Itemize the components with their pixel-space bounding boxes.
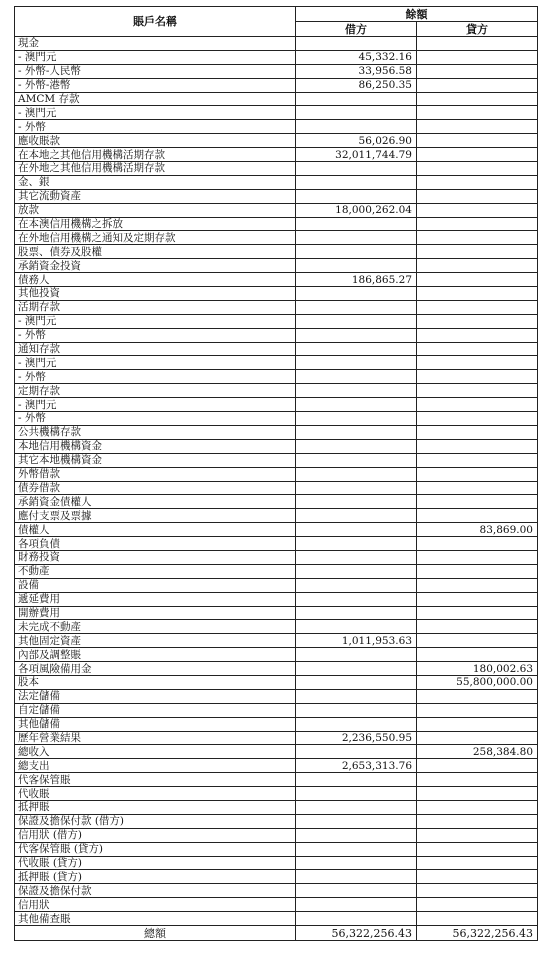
credit-cell [417, 870, 538, 884]
debit-cell [296, 884, 417, 898]
debit-cell [296, 300, 417, 314]
debit-cell [296, 425, 417, 439]
account-name-cell: 內部及調整賬 [15, 648, 296, 662]
credit-cell [417, 481, 538, 495]
account-name-cell: - 澳門元 [15, 398, 296, 412]
credit-cell [417, 689, 538, 703]
credit-cell [417, 78, 538, 92]
ledger-row [15, 495, 538, 509]
account-name-cell: 其他備查賬 [15, 912, 296, 926]
credit-cell [417, 300, 538, 314]
header-account-name: 賬戶名稱 [15, 7, 296, 37]
ledger-row [15, 356, 538, 370]
account-name-cell: - 澳門元 [15, 106, 296, 120]
account-name-cell: 抵押賬 (貸方) [15, 870, 296, 884]
account-name-cell: 各項負債 [15, 537, 296, 551]
credit-cell [417, 620, 538, 634]
debit-cell: 45,332.16 [296, 50, 417, 64]
header-row-top [15, 7, 538, 22]
credit-cell [417, 273, 538, 287]
credit-cell [417, 467, 538, 481]
ledger-row [15, 537, 538, 551]
ledger-row [15, 217, 538, 231]
account-name-cell: 其它流動資產 [15, 189, 296, 203]
account-name-cell: 債權人 [15, 523, 296, 537]
debit-cell [296, 898, 417, 912]
ledger-row [15, 203, 538, 217]
ledger-row [15, 231, 538, 245]
credit-cell [417, 314, 538, 328]
ledger-row [15, 814, 538, 828]
account-name-cell: 代收賬 (貸方) [15, 856, 296, 870]
ledger-row [15, 162, 538, 176]
credit-cell [417, 717, 538, 731]
account-name-cell: - 外幣-港幣 [15, 78, 296, 92]
credit-cell [417, 453, 538, 467]
debit-cell [296, 356, 417, 370]
account-name-cell: 債務人 [15, 273, 296, 287]
account-name-cell: 信用狀 [15, 898, 296, 912]
account-name-cell: 其他儲備 [15, 717, 296, 731]
ledger-row [15, 481, 538, 495]
header-credit: 貸方 [417, 22, 538, 37]
credit-cell [417, 606, 538, 620]
ledger-row [15, 300, 538, 314]
debit-cell [296, 550, 417, 564]
ledger-row [15, 578, 538, 592]
account-name-cell: 在本澳信用機構之拆放 [15, 217, 296, 231]
debit-cell [296, 37, 417, 51]
ledger-row [15, 273, 538, 287]
debit-cell [296, 578, 417, 592]
ledger-row [15, 870, 538, 884]
ledger-row [15, 175, 538, 189]
credit-cell [417, 245, 538, 259]
ledger-row [15, 634, 538, 648]
debit-cell [296, 509, 417, 523]
account-name-cell: 代客保管賬 [15, 773, 296, 787]
credit-cell [417, 828, 538, 842]
credit-cell [417, 64, 538, 78]
credit-cell [417, 842, 538, 856]
credit-cell [417, 509, 538, 523]
account-name-cell: 在本地之其他信用機構活期存款 [15, 148, 296, 162]
credit-cell [417, 259, 538, 273]
account-name-cell: AMCM 存款 [15, 92, 296, 106]
ledger-row [15, 856, 538, 870]
ledger-row [15, 259, 538, 273]
credit-cell [417, 578, 538, 592]
debit-cell [296, 564, 417, 578]
ledger-row [15, 648, 538, 662]
credit-cell [417, 912, 538, 926]
debit-cell [296, 717, 417, 731]
debit-cell [296, 648, 417, 662]
debit-cell [296, 106, 417, 120]
credit-cell [417, 731, 538, 745]
account-name-cell: 活期存款 [15, 300, 296, 314]
debit-cell [296, 856, 417, 870]
debit-cell: 186,865.27 [296, 273, 417, 287]
debit-cell [296, 162, 417, 176]
account-name-cell: 通知存款 [15, 342, 296, 356]
account-name-cell: 本地信用機構資金 [15, 439, 296, 453]
credit-cell [417, 398, 538, 412]
account-name-cell: 遞延費用 [15, 592, 296, 606]
ledger-row [15, 787, 538, 801]
debit-cell [296, 120, 417, 134]
credit-cell: 55,800,000.00 [417, 675, 538, 689]
debit-cell [296, 92, 417, 106]
ledger-row [15, 759, 538, 773]
debit-cell [296, 259, 417, 273]
credit-cell [417, 759, 538, 773]
ledger-row [15, 134, 538, 148]
ledger-row [15, 37, 538, 51]
ledger-row [15, 606, 538, 620]
debit-cell [296, 787, 417, 801]
credit-cell [417, 814, 538, 828]
ledger-row [15, 314, 538, 328]
debit-cell [296, 773, 417, 787]
account-name-cell: - 澳門元 [15, 314, 296, 328]
total-credit: 56,322,256.43 [417, 926, 538, 941]
ledger-row [15, 384, 538, 398]
debit-cell [296, 662, 417, 676]
account-name-cell: 其他固定資產 [15, 634, 296, 648]
credit-cell [417, 648, 538, 662]
credit-cell [417, 342, 538, 356]
ledger-row [15, 884, 538, 898]
account-name-cell: 開辦費用 [15, 606, 296, 620]
credit-cell [417, 134, 538, 148]
account-name-cell: 放款 [15, 203, 296, 217]
debit-cell [296, 328, 417, 342]
debit-cell [296, 481, 417, 495]
ledger-row [15, 106, 538, 120]
credit-cell [417, 856, 538, 870]
ledger-row [15, 92, 538, 106]
account-name-cell: 設備 [15, 578, 296, 592]
ledger-row [15, 245, 538, 259]
debit-cell [296, 912, 417, 926]
debit-cell [296, 828, 417, 842]
ledger-row [15, 287, 538, 301]
debit-cell: 1,011,953.63 [296, 634, 417, 648]
debit-cell [296, 606, 417, 620]
credit-cell [417, 773, 538, 787]
ledger-row [15, 912, 538, 926]
account-name-cell: 其它本地機構資金 [15, 453, 296, 467]
debit-cell [296, 287, 417, 301]
account-name-cell: 歷年營業結果 [15, 731, 296, 745]
account-name-cell: 不動產 [15, 564, 296, 578]
ledger-row [15, 800, 538, 814]
debit-cell [296, 703, 417, 717]
credit-cell: 83,869.00 [417, 523, 538, 537]
debit-cell [296, 523, 417, 537]
credit-cell [417, 384, 538, 398]
credit-cell [417, 592, 538, 606]
debit-cell [296, 231, 417, 245]
debit-cell: 2,236,550.95 [296, 731, 417, 745]
credit-cell [417, 370, 538, 384]
debit-cell [296, 537, 417, 551]
balance-ledger-table [14, 6, 538, 941]
debit-cell [296, 453, 417, 467]
debit-cell: 33,956.58 [296, 64, 417, 78]
ledger-row [15, 675, 538, 689]
debit-cell: 86,250.35 [296, 78, 417, 92]
ledger-row [15, 50, 538, 64]
account-name-cell: 代收賬 [15, 787, 296, 801]
ledger-row [15, 64, 538, 78]
account-name-cell: 在外地之其他信用機構活期存款 [15, 162, 296, 176]
account-name-cell: 股本 [15, 675, 296, 689]
debit-cell [296, 175, 417, 189]
account-name-cell: - 外幣 [15, 328, 296, 342]
debit-cell [296, 245, 417, 259]
account-name-cell: 應收賬款 [15, 134, 296, 148]
ledger-row [15, 620, 538, 634]
debit-cell [296, 495, 417, 509]
ledger-row [15, 509, 538, 523]
account-name-cell: - 澳門元 [15, 50, 296, 64]
ledger-row [15, 689, 538, 703]
total-label: 總額 [15, 926, 296, 941]
account-name-cell: 代客保管賬 (貸方) [15, 842, 296, 856]
debit-cell [296, 412, 417, 426]
debit-cell: 2,653,313.76 [296, 759, 417, 773]
debit-cell [296, 870, 417, 884]
credit-cell [417, 106, 538, 120]
credit-cell [417, 217, 538, 231]
debit-cell [296, 842, 417, 856]
ledger-row [15, 189, 538, 203]
ledger-row [15, 842, 538, 856]
credit-cell [417, 120, 538, 134]
account-name-cell: 財務投資 [15, 550, 296, 564]
ledger-row [15, 328, 538, 342]
credit-cell [417, 37, 538, 51]
credit-cell: 258,384.80 [417, 745, 538, 759]
debit-cell [296, 314, 417, 328]
total-debit: 56,322,256.43 [296, 926, 417, 941]
header-debit: 借方 [296, 22, 417, 37]
debit-cell [296, 384, 417, 398]
account-name-cell: 自定儲備 [15, 703, 296, 717]
credit-cell [417, 148, 538, 162]
account-name-cell: - 外幣 [15, 412, 296, 426]
account-name-cell: 其他投資 [15, 287, 296, 301]
credit-cell [417, 287, 538, 301]
ledger-row [15, 564, 538, 578]
account-name-cell: 各項風險備用金 [15, 662, 296, 676]
debit-cell [296, 620, 417, 634]
credit-cell [417, 356, 538, 370]
account-name-cell: - 外幣 [15, 120, 296, 134]
account-name-cell: 承銷資金債權人 [15, 495, 296, 509]
credit-cell [417, 703, 538, 717]
account-name-cell: 金、銀 [15, 175, 296, 189]
ledger-row [15, 662, 538, 676]
ledger-row [15, 370, 538, 384]
account-name-cell: 外幣借款 [15, 467, 296, 481]
credit-cell [417, 439, 538, 453]
credit-cell [417, 231, 538, 245]
account-name-cell: 未完成不動產 [15, 620, 296, 634]
ledger-row [15, 745, 538, 759]
ledger-row [15, 898, 538, 912]
credit-cell [417, 203, 538, 217]
debit-cell [296, 398, 417, 412]
ledger-row [15, 78, 538, 92]
ledger-row [15, 467, 538, 481]
account-name-cell: - 澳門元 [15, 356, 296, 370]
ledger-row [15, 703, 538, 717]
credit-cell [417, 175, 538, 189]
debit-cell [296, 467, 417, 481]
credit-cell [417, 162, 538, 176]
account-name-cell: 債券借款 [15, 481, 296, 495]
credit-cell [417, 564, 538, 578]
account-name-cell: 定期存款 [15, 384, 296, 398]
credit-cell [417, 328, 538, 342]
credit-cell [417, 495, 538, 509]
account-name-cell: 總收入 [15, 745, 296, 759]
account-name-cell: 現金 [15, 37, 296, 51]
account-name-cell: 法定儲備 [15, 689, 296, 703]
debit-cell [296, 189, 417, 203]
account-name-cell: 信用狀 (借方) [15, 828, 296, 842]
ledger-row [15, 412, 538, 426]
debit-cell [296, 689, 417, 703]
total-row [15, 926, 538, 941]
ledger-row [15, 453, 538, 467]
credit-cell [417, 425, 538, 439]
ledger-row [15, 773, 538, 787]
ledger-row [15, 592, 538, 606]
credit-cell [417, 537, 538, 551]
credit-cell [417, 189, 538, 203]
ledger-row [15, 439, 538, 453]
credit-cell [417, 787, 538, 801]
ledger-row [15, 731, 538, 745]
debit-cell [296, 745, 417, 759]
debit-cell [296, 592, 417, 606]
debit-cell [296, 439, 417, 453]
credit-cell [417, 634, 538, 648]
account-name-cell: 保證及擔保付款 [15, 884, 296, 898]
debit-cell: 56,026.90 [296, 134, 417, 148]
ledger-row [15, 828, 538, 842]
account-name-cell: 股票、債券及股權 [15, 245, 296, 259]
header-balance: 餘額 [296, 7, 538, 22]
account-name-cell: 總支出 [15, 759, 296, 773]
debit-cell [296, 675, 417, 689]
credit-cell [417, 884, 538, 898]
ledger-row [15, 398, 538, 412]
account-name-cell: 應付支票及票據 [15, 509, 296, 523]
ledger-row [15, 342, 538, 356]
credit-cell [417, 800, 538, 814]
account-name-cell: 抵押賬 [15, 800, 296, 814]
account-name-cell: - 外幣 [15, 370, 296, 384]
ledger-row [15, 120, 538, 134]
ledger-row [15, 717, 538, 731]
credit-cell [417, 92, 538, 106]
debit-cell [296, 217, 417, 231]
ledger-row [15, 550, 538, 564]
debit-cell [296, 814, 417, 828]
debit-cell: 18,000,262.04 [296, 203, 417, 217]
debit-cell: 32,011,744.79 [296, 148, 417, 162]
credit-cell [417, 412, 538, 426]
credit-cell [417, 550, 538, 564]
debit-cell [296, 800, 417, 814]
ledger-body [15, 37, 538, 926]
ledger-row [15, 148, 538, 162]
account-name-cell: 承銷資金投資 [15, 259, 296, 273]
credit-cell [417, 898, 538, 912]
ledger-row [15, 523, 538, 537]
debit-cell [296, 370, 417, 384]
account-name-cell: 公共機構存款 [15, 425, 296, 439]
credit-cell: 180,002.63 [417, 662, 538, 676]
debit-cell [296, 342, 417, 356]
ledger-row [15, 425, 538, 439]
credit-cell [417, 50, 538, 64]
account-name-cell: 保證及擔保付款 (借方) [15, 814, 296, 828]
account-name-cell: - 外幣-人民幣 [15, 64, 296, 78]
account-name-cell: 在外地信用機構之通知及定期存款 [15, 231, 296, 245]
